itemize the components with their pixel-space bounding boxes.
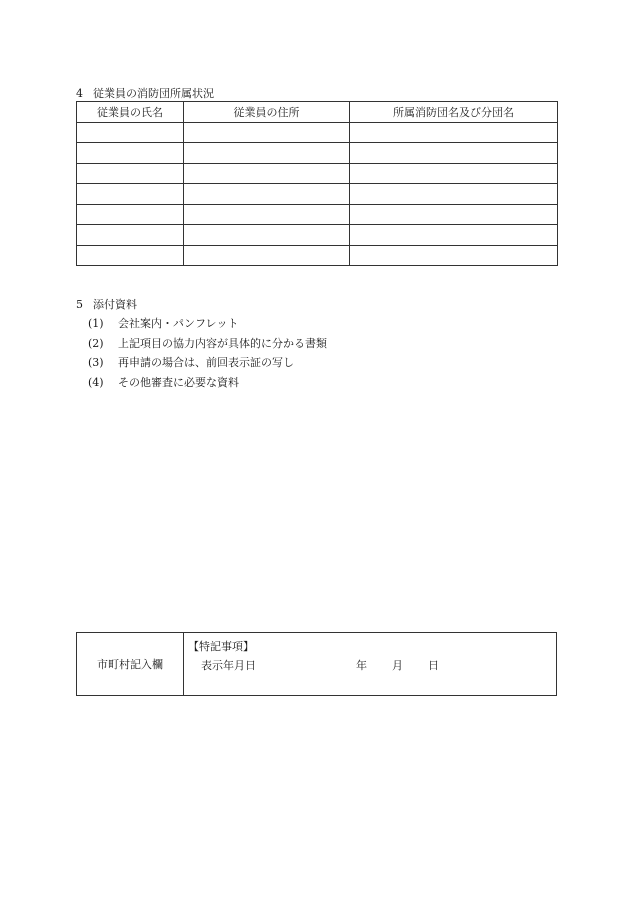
cell-employee-name[interactable] — [77, 184, 184, 205]
cell-employee-address[interactable] — [184, 122, 350, 143]
header-employee-name: 従業員の氏名 — [77, 102, 184, 123]
cell-fire-brigade[interactable] — [350, 163, 558, 184]
list-item-text: 再申請の場合は、前回表示証の写し — [118, 356, 294, 369]
day-unit: 日 — [428, 659, 439, 672]
table-row — [77, 245, 558, 266]
cell-employee-name[interactable] — [77, 204, 184, 225]
cell-employee-address[interactable] — [184, 184, 350, 205]
list-item-text: その他審査に必要な資料 — [118, 375, 239, 389]
section-5-title: 添付資料 — [93, 298, 137, 311]
cell-employee-address[interactable] — [184, 143, 350, 164]
table-row — [77, 163, 558, 184]
list-item-index: (1) — [88, 317, 104, 330]
cell-employee-address[interactable] — [184, 225, 350, 246]
list-item — [88, 353, 327, 373]
list-item-index: (3) — [88, 356, 104, 369]
year-unit: 年 — [356, 659, 367, 672]
cell-employee-address[interactable] — [184, 245, 350, 266]
municipality-entry-label: 市町村記入欄 — [77, 633, 184, 695]
list-item — [88, 334, 327, 354]
municipality-entry-box — [76, 632, 557, 696]
header-employee-address: 従業員の住所 — [184, 102, 350, 123]
list-item-index: (2) — [88, 336, 104, 350]
section-5-heading — [76, 296, 137, 312]
cell-fire-brigade[interactable] — [350, 225, 558, 246]
table-row — [77, 184, 558, 205]
cell-fire-brigade[interactable] — [350, 143, 558, 164]
firefighter-membership-table — [76, 101, 558, 266]
cell-employee-name[interactable] — [77, 163, 184, 184]
display-date-label: 表示年月日 — [201, 659, 256, 672]
table-row — [77, 143, 558, 164]
table-row — [77, 225, 558, 246]
cell-employee-name[interactable] — [77, 122, 184, 143]
cell-fire-brigade[interactable] — [350, 204, 558, 225]
list-item-text: 上記項目の協力内容が具体的に分かる書類 — [118, 336, 327, 350]
list-item — [88, 373, 327, 393]
cell-employee-name[interactable] — [77, 245, 184, 266]
section-4-number: 4 — [76, 87, 83, 100]
table-header-row — [77, 102, 558, 123]
cell-employee-address[interactable] — [184, 163, 350, 184]
attachment-list — [88, 314, 327, 392]
list-item — [88, 314, 327, 334]
table-row — [77, 122, 558, 143]
cell-fire-brigade[interactable] — [350, 122, 558, 143]
cell-employee-address[interactable] — [184, 204, 350, 225]
table-row — [77, 204, 558, 225]
cell-employee-name[interactable] — [77, 225, 184, 246]
section-5-number: 5 — [76, 298, 83, 311]
list-item-text: 会社案内・パンフレット — [118, 317, 239, 330]
list-item-index: (4) — [88, 375, 104, 389]
section-4-heading — [76, 85, 214, 101]
header-fire-brigade: 所属消防団名及び分団名 — [350, 102, 558, 123]
special-notes-area[interactable] — [184, 633, 556, 695]
cell-fire-brigade[interactable] — [350, 184, 558, 205]
special-notes-heading: 【特記事項】 — [188, 640, 254, 653]
month-unit: 月 — [392, 659, 403, 672]
cell-fire-brigade[interactable] — [350, 245, 558, 266]
cell-employee-name[interactable] — [77, 143, 184, 164]
section-4-title: 従業員の消防団所属状況 — [93, 87, 214, 100]
